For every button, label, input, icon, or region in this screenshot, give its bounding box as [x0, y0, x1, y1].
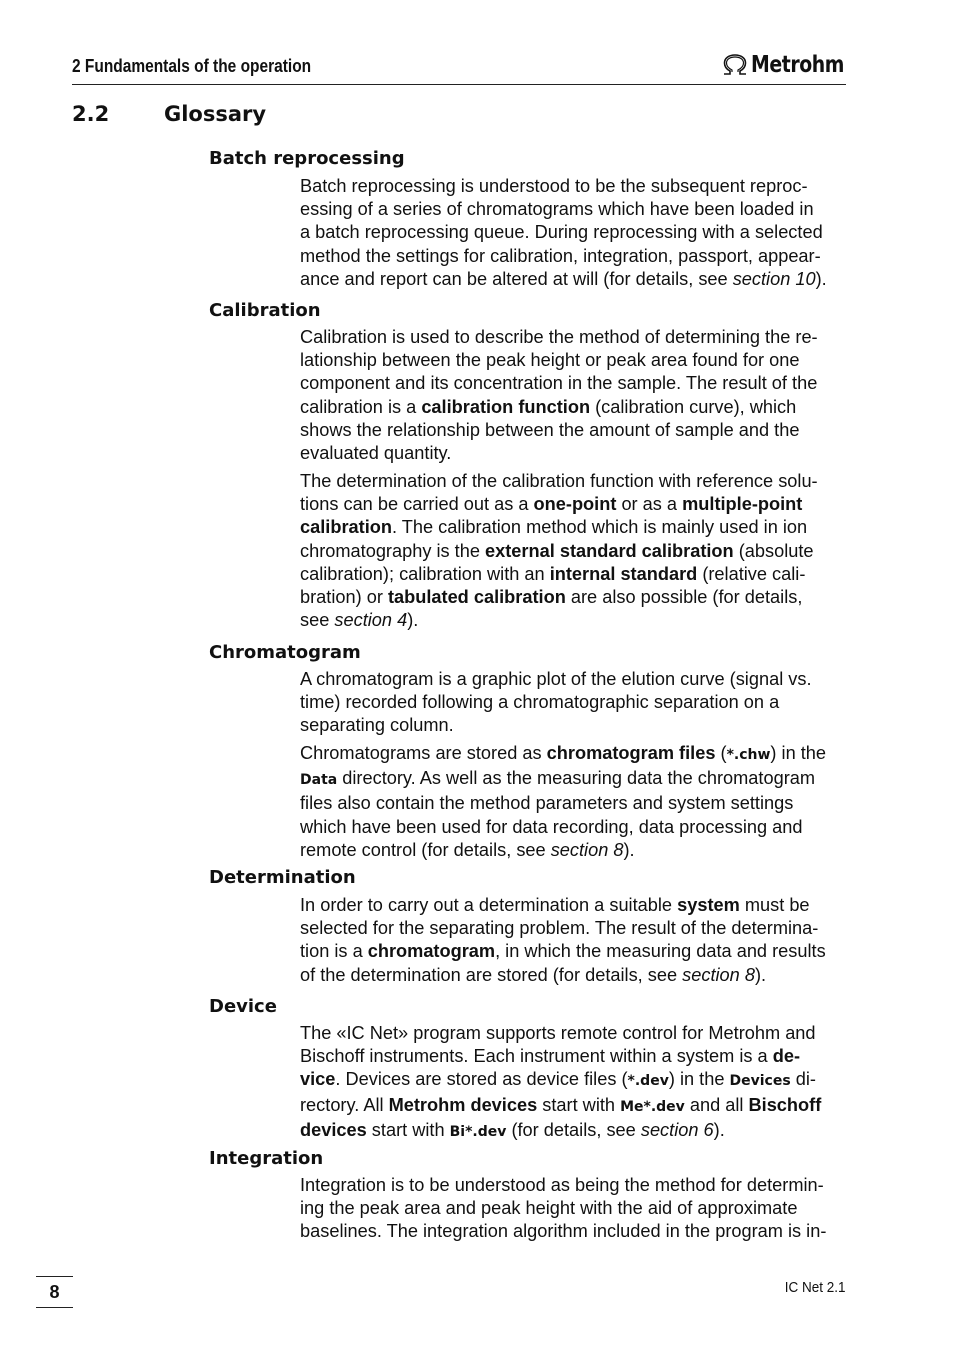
- determination-text: In order to carry out a determination a suitable system must be selected for the separating problem. The result of the determina- tion is a chromatogram, in which the measuring data and results of the determination are stored (for details, see section 8).: [300, 895, 826, 985]
- product-name: IC Net 2.1: [785, 1279, 846, 1296]
- brand-logo: [721, 52, 846, 78]
- chapter-title: 2 Fundamentals of the operation: [72, 56, 312, 76]
- page-header: [72, 54, 846, 85]
- calibration-text-1: Calibration is used to describe the method of determining the re- lationship between the peak height or peak area found for one component and its concentration in the sample. The result of the calibration is a calibration function (calibration curve), which shows the relationship between the amount of sample and the evaluated quantity.: [300, 327, 818, 464]
- section-title: Glossary: [164, 102, 267, 126]
- entry-title-integration: Integration: [209, 1148, 324, 1169]
- omega-logo-icon: [721, 53, 749, 77]
- entry-title-determination: Determination: [209, 867, 356, 888]
- integration-text: Integration is to be understood as being the method for determin- ing the peak area and peak height with the aid of approximate baselines. The integration algorithm included in the program is in-: [300, 1175, 827, 1242]
- entry-title-device: Device: [209, 996, 277, 1017]
- logo-wordmark: Metrohm: [750, 52, 844, 78]
- entry-title-calibration: Calibration: [209, 300, 321, 321]
- entry-title-batch-reprocessing: Batch reprocessing: [209, 148, 405, 169]
- batch-reprocessing-text: Batch reprocessing is understood to be the subsequent reproc- essing of a series of chromatograms which have been loaded in a batch reprocessing queue. During reprocessing with a selected method the settings for calibration, integration, passport, appear- ance and report can be altered at will (for details, see section 10).: [300, 176, 827, 289]
- section-number: 2.2: [72, 102, 110, 126]
- chromatogram-text-1: A chromatogram is a graphic plot of the elution curve (signal vs. time) recorded following a chromatographic separation on a separating column.: [300, 669, 812, 736]
- calibration-text-2: The determination of the calibration function with reference solu- tions can be carried out as a one-point or as a multiple-point calibration. The calibration method which is mainly used in ion chromatography is the external standard calibration (absolute calibration); calibration with an internal standard (relative cali- bration) or tabulated calibration are also possible (for details, see section 4).: [300, 471, 818, 631]
- device-text: The «IC Net» program supports remote control for Metrohm and Bischoff instruments. Each instrument within a system is a de- vice. Devices are stored as device files (*.dev) in the Devices di- rectory. All Metrohm devices start with Me*.dev and all Bischoff devices start with Bi*.dev (for details, see section 6).: [300, 1023, 822, 1140]
- chromatogram-text-2: Chromatograms are stored as chromatogram files (*.chw) in the Data directory. As well as the measuring data the chromatogram files also contain the method parameters and system settings which have been used for data recording, data processing and remote control (for details, see section 8).: [300, 743, 827, 860]
- page-number: 8: [36, 1276, 73, 1308]
- entry-title-chromatogram: Chromatogram: [209, 642, 361, 663]
